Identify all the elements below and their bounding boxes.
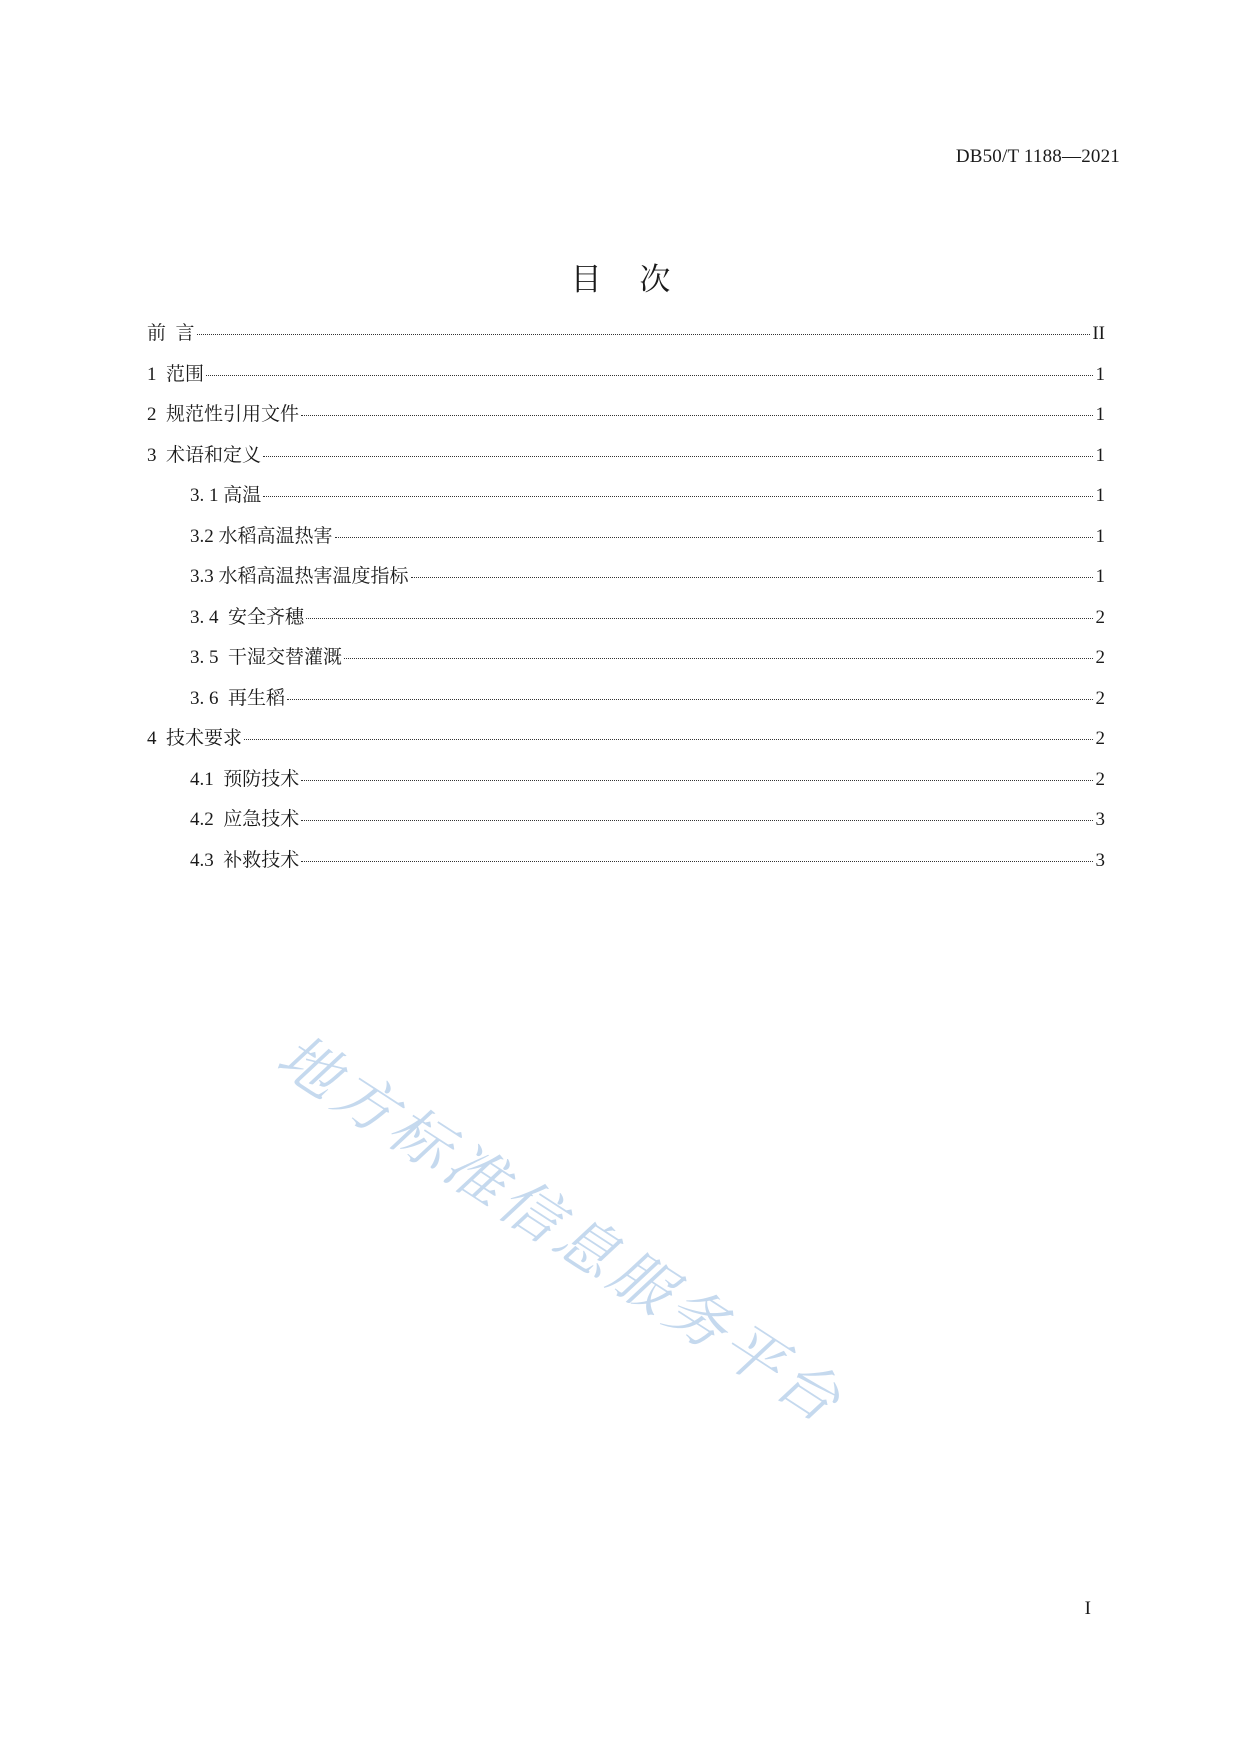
toc-entry-page: 2: [1095, 687, 1105, 709]
toc-entry-label: 3.2 水稻高温热害: [190, 525, 333, 547]
toc-entry-label: 2 规范性引用文件: [147, 404, 300, 425]
toc-entry-label: 3. 5 干湿交替灌溉: [190, 647, 343, 668]
toc-entry-page: 3: [1095, 849, 1105, 871]
standard-code: DB50/T 1188—2021: [955, 146, 1120, 167]
toc-entry-label: 4.1 预防技术: [190, 768, 300, 790]
toc-entry-page: 2: [1095, 647, 1105, 668]
toc-entry[interactable]: [147, 318, 1105, 359]
toc-entry-label: 3. 1 高温: [190, 485, 262, 506]
toc-entry-label: 4.2 应急技术: [190, 809, 300, 830]
toc-entry[interactable]: [147, 359, 1105, 400]
toc-dot-leader: [335, 537, 1093, 538]
toc-entry[interactable]: [147, 440, 1105, 481]
toc-dot-leader: [411, 577, 1093, 578]
toc-entry-page: 2: [1095, 728, 1105, 749]
toc-dot-leader: [301, 861, 1093, 862]
toc-entry[interactable]: [147, 723, 1105, 764]
toc-entry[interactable]: [147, 602, 1105, 643]
toc-dot-leader: [263, 496, 1093, 497]
toc-dot-leader: [244, 739, 1093, 740]
toc-dot-leader: [197, 334, 1091, 335]
table-of-contents: [147, 318, 1105, 885]
toc-entry[interactable]: [147, 480, 1105, 521]
toc-entry-page: 1: [1095, 566, 1105, 587]
toc-entry-page: 1: [1095, 485, 1105, 506]
toc-entry[interactable]: [147, 561, 1105, 602]
toc-entry[interactable]: [147, 521, 1105, 562]
toc-entry-page: 1: [1095, 444, 1105, 466]
toc-entry-page: II: [1092, 323, 1105, 344]
toc-entry-label: 前 言: [147, 323, 195, 344]
toc-entry-label: 1 范围: [147, 363, 205, 385]
watermark: 地方标准信息服务平台: [264, 1020, 857, 1440]
toc-entry-page: 2: [1095, 768, 1105, 790]
toc-dot-leader: [306, 618, 1093, 619]
toc-entry[interactable]: [147, 845, 1105, 886]
toc-entry[interactable]: [147, 683, 1105, 724]
toc-entry-label: 4.3 补救技术: [190, 849, 300, 871]
page-number: I: [1084, 1598, 1091, 1619]
toc-entry-page: 3: [1095, 809, 1105, 830]
toc-entry[interactable]: [147, 764, 1105, 805]
toc-dot-leader: [206, 375, 1093, 376]
toc-entry-label: 3 术语和定义: [147, 444, 262, 466]
toc-dot-leader: [263, 456, 1093, 457]
toc-entry-label: 3. 6 再生稻: [190, 687, 286, 709]
toc-dot-leader: [301, 415, 1093, 416]
toc-entry-page: 1: [1095, 363, 1105, 385]
page-title: 目 次: [570, 262, 685, 298]
toc-dot-leader: [301, 820, 1093, 821]
toc-dot-leader: [344, 658, 1093, 659]
toc-entry[interactable]: [147, 804, 1105, 845]
toc-dot-leader: [287, 699, 1093, 700]
toc-entry-page: 1: [1095, 525, 1105, 547]
toc-entry-page: 1: [1095, 404, 1105, 425]
toc-dot-leader: [301, 780, 1093, 781]
toc-entry[interactable]: [147, 399, 1105, 440]
toc-entry[interactable]: [147, 642, 1105, 683]
toc-entry-page: 2: [1095, 606, 1105, 628]
toc-entry-label: 3. 4 安全齐穗: [190, 606, 305, 628]
toc-entry-label: 4 技术要求: [147, 728, 243, 749]
toc-entry-label: 3.3 水稻高温热害温度指标: [190, 566, 409, 587]
